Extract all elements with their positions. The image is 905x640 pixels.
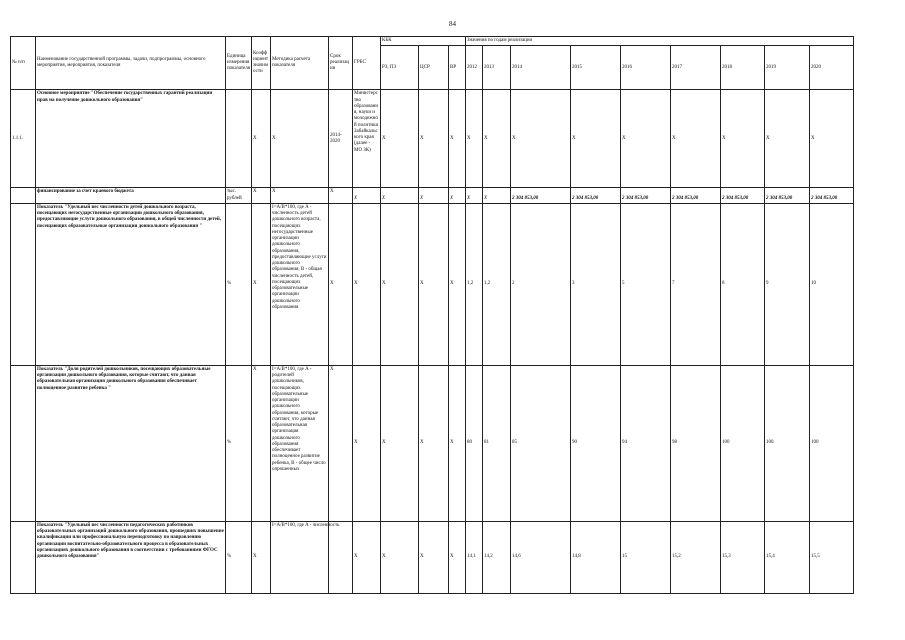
row-value: 15,4	[765, 521, 810, 593]
row-method: I=A/B*100, где A - родителей дошкольников, посещающих образовательные организации дошкольного образования, которые считают, что данная образовательная организация дошкольного образования обеспечивает полноценное развитие ребенка, B - общее число опрошенных	[271, 365, 329, 521]
row-grbs: Министерство образования, науки и молодежной политики Забайкальского края (далее - МО ЗК)	[353, 90, 381, 188]
row-value: 14,1	[466, 521, 483, 593]
row-kbk: X	[449, 188, 466, 204]
row-unit: %	[226, 203, 252, 365]
row-value: 90	[571, 365, 621, 521]
row-value: X	[483, 188, 511, 204]
header-kbk-col: ЦСР	[419, 46, 449, 90]
row-kbk: X	[381, 188, 419, 204]
row-name: Показатель "Доля родителей дошкольников, посещающих образовательные организации дошкольного образования, которые считают, что данная образовательная организация дошкольного образования обеспечивает полноценное развитие ребенка "	[36, 365, 226, 521]
row-value: 2 304 853,00	[765, 188, 810, 204]
row-coef: X	[252, 521, 271, 593]
header-year: 2017	[671, 46, 721, 90]
row-term: X	[329, 203, 353, 365]
header-coef: Коэффициент значимости	[252, 37, 271, 90]
row-value: 100	[765, 365, 810, 521]
row-value: 2	[511, 203, 571, 365]
header-year: 2018	[721, 46, 765, 90]
row-unit	[226, 90, 252, 188]
row-value: 15,5	[810, 521, 854, 593]
row-kbk: X	[449, 521, 466, 593]
row-coef: X	[252, 188, 271, 204]
row-value: 80	[466, 365, 483, 521]
table-row	[11, 365, 854, 521]
table-row	[11, 521, 854, 593]
row-value: 14,6	[511, 521, 571, 593]
header-values: Значения по годам реализации	[466, 37, 854, 46]
header-grbs: ГРБС	[353, 37, 381, 90]
header-year: 2015	[571, 46, 621, 90]
header-year: 2020	[810, 46, 854, 90]
header-year: 2014	[511, 46, 571, 90]
row-method: I=A/B*100, где A - численность детей дошкольного возраста, посещающих негосударственные организации дошкольного образования, предоставляющие услуги дошкольного образования, B - общая численность детей, посещающих образовательные организации дошкольного образования	[271, 203, 329, 365]
row-unit: %	[226, 521, 252, 593]
header-year: 2013	[483, 46, 511, 90]
row-value: X	[671, 90, 721, 188]
row-term: 2014-2020	[329, 90, 353, 188]
row-value: X	[466, 90, 483, 188]
row-value: 1,2	[483, 203, 511, 365]
row-grbs: X	[353, 203, 381, 365]
row-kbk: X	[381, 365, 419, 521]
table-row	[11, 203, 854, 365]
row-value: X	[571, 90, 621, 188]
row-value: X	[483, 90, 511, 188]
row-kbk: X	[419, 521, 449, 593]
header-num: № п/п	[11, 37, 36, 90]
row-name: Основное мероприятие "Обеспечение государственных гарантий реализации прав на получение дошкольного образования"	[36, 90, 226, 188]
row-grbs: X	[353, 521, 381, 593]
row-value: X	[810, 90, 854, 188]
row-num	[11, 188, 36, 204]
header-year: 2019	[765, 46, 810, 90]
program-indicators-table	[10, 36, 854, 594]
row-num	[11, 365, 36, 521]
row-kbk: X	[449, 365, 466, 521]
row-value: 10	[810, 203, 854, 365]
row-kbk: X	[419, 90, 449, 188]
row-value: 2 304 853,00	[511, 188, 571, 204]
row-kbk: X	[419, 188, 449, 204]
row-value: 14,2	[483, 521, 511, 593]
header-kbk-col: ВР	[449, 46, 466, 90]
row-value: 81	[483, 365, 511, 521]
row-value: 94	[621, 365, 671, 521]
row-kbk: X	[419, 203, 449, 365]
row-value: 15,3	[721, 521, 765, 593]
row-num: 1.1.1.	[11, 90, 36, 188]
row-value: 3	[571, 203, 621, 365]
row-name: Показатель "Удельный вес численности педагогических работников образовательных организаций дошкольного образования, прошедших повышение квалификации или профессиональную переподготовку по направлению организации воспитательно-образовательного процесса в образовательных организациях дошкольного образования в соответствии с требованиями ФГОС дошкольного образования"	[36, 521, 226, 593]
row-kbk: X	[449, 90, 466, 188]
row-kbk: X	[381, 90, 419, 188]
row-value: X	[621, 90, 671, 188]
row-unit: тыс. рублей	[226, 188, 252, 204]
row-value: 15,2	[671, 521, 721, 593]
row-kbk: X	[419, 365, 449, 521]
table-row	[11, 188, 854, 204]
row-value: 2 304 853,00	[810, 188, 854, 204]
row-value: X	[511, 90, 571, 188]
header-year: 2012	[466, 46, 483, 90]
row-value: 14,8	[571, 521, 621, 593]
row-name: финансирование за счет краевого бюджета	[36, 188, 226, 204]
row-value: 15	[621, 521, 671, 593]
row-coef: X	[252, 90, 271, 188]
row-value: 2 304 853,00	[621, 188, 671, 204]
table-row	[11, 90, 854, 188]
row-value: 2 304 853,00	[671, 188, 721, 204]
header-kbk: КБК	[381, 37, 466, 46]
row-kbk: X	[449, 203, 466, 365]
row-method: X	[271, 90, 329, 188]
header-name: Наименование государственной программы, задачи, подпрограммы, основного мероприятия, мероприятия, показателя	[36, 37, 226, 90]
row-grbs: X	[353, 188, 381, 204]
row-term: X	[329, 365, 353, 521]
row-term: X	[329, 188, 353, 204]
header-method: Методика расчета показателя	[271, 37, 329, 90]
row-value: X	[466, 188, 483, 204]
row-value: 100	[810, 365, 854, 521]
row-value: 100	[721, 365, 765, 521]
row-num	[11, 203, 36, 365]
row-value: 1,2	[466, 203, 483, 365]
row-value: 9	[765, 203, 810, 365]
row-value: X	[765, 90, 810, 188]
row-num	[11, 521, 36, 593]
row-value: 2 304 853,00	[571, 188, 621, 204]
header-year: 2016	[621, 46, 671, 90]
header-unit: Единица измерения показателя	[226, 37, 252, 90]
row-value: 98	[671, 365, 721, 521]
header-kbk-col: РЗ, ПЗ	[381, 46, 419, 90]
row-value: 8	[721, 203, 765, 365]
row-kbk: X	[381, 521, 419, 593]
row-coef: X	[252, 365, 271, 521]
row-value: 85	[511, 365, 571, 521]
row-kbk: X	[381, 203, 419, 365]
row-name: Показатель "Удельный вес численности детей дошкольного возраста, посещающих негосударственные организации дошкольного образования, предоставляющие услуги дошкольного образования, в общей численности детей, посещающих образовательные организации дошкольного образования "	[36, 203, 226, 365]
row-value: 5	[621, 203, 671, 365]
row-method: X	[271, 188, 329, 204]
row-value: 7	[671, 203, 721, 365]
row-value: X	[721, 90, 765, 188]
header-term: Срок реализации	[329, 37, 353, 90]
row-value: 2 304 853,00	[721, 188, 765, 204]
row-unit: %	[226, 365, 252, 521]
row-term	[329, 521, 353, 593]
row-coef: X	[252, 203, 271, 365]
row-grbs: X	[353, 365, 381, 521]
page-number: 84	[449, 20, 456, 28]
row-method: I=A/B*100, где A - численность	[271, 521, 329, 593]
